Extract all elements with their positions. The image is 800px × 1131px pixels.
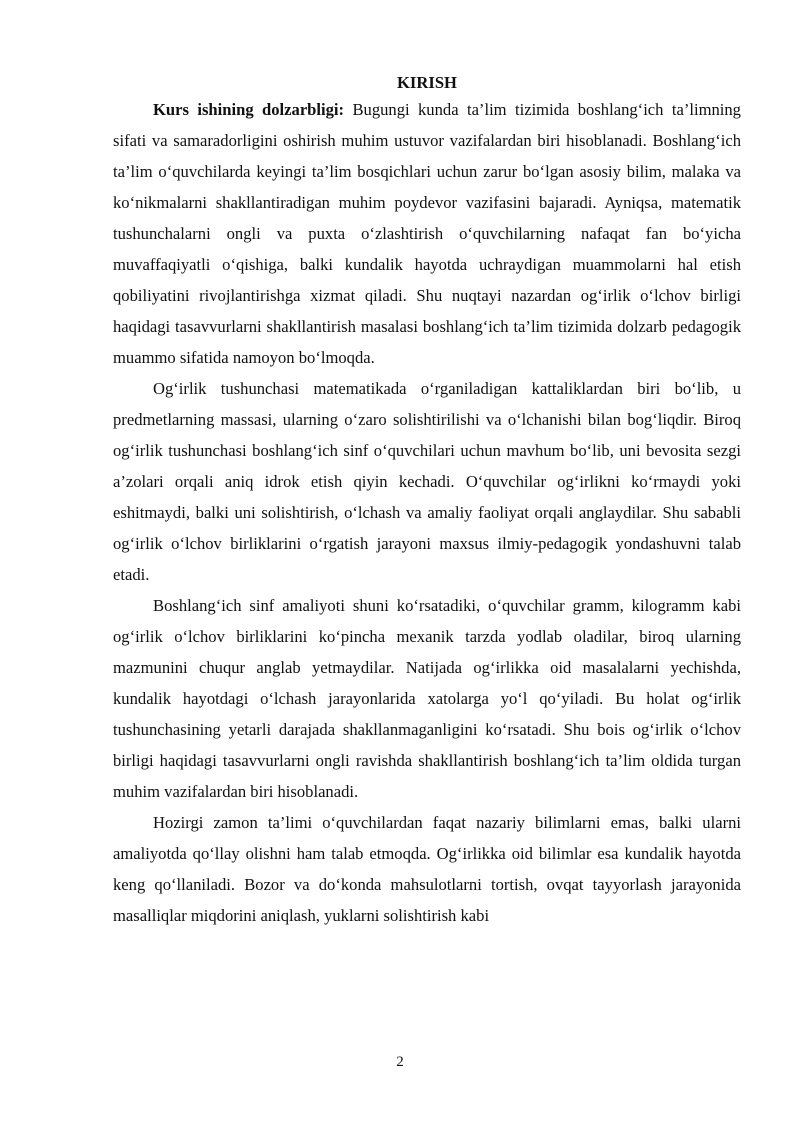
page-number: 2 <box>396 1054 404 1070</box>
lead-label: Kurs ishining dolzarbligi: <box>153 100 345 119</box>
paragraph-text: Bugungi kunda ta’lim tizimida boshlang‘ich ta’limning sifati va samaradorligini oshirish muhim ustuvor vazifalardan biri hisoblanadi. Boshlang‘ich ta’lim o‘quvchilarda keyingi ta’lim bosqichlari uchun zarur bo‘lgan asosiy bilim, malaka va ko‘nikmalarni shakllantiradigan muhim poydevor vazifasini bajaradi. Ayniqsa, matematik tushunchalarni ongli va puxta o‘zlashtirish o‘quvchilarning nafaqat fan bo‘yicha muvaffaqiyatli o‘qishiga, balki kundalik hayotda uchraydigan muammolarni hal etish qobiliyatini rivojlantirishga xizmat qiladi. Shu nuqtayi nazardan og‘irlik o‘lchov birligi haqidagi tasavvurlarni shakllantirish masalasi boshlang‘ich ta’lim tizimida dolzarb pedagogik muammo sifatida namoyon bo‘lmoqda. <box>113 100 741 367</box>
document-page <box>113 72 741 931</box>
paragraph-relevance <box>113 94 741 373</box>
paragraph-weight-concept: Og‘irlik tushunchasi matematikada o‘rganiladigan kattaliklardan biri bo‘lib, u predmetlarning massasi, ularning o‘zaro solishtirilishi va o‘lchanishi bilan bog‘liqdir. Biroq og‘irlik tushunchasi boshlang‘ich sinf o‘quvchilari uchun mavhum bo‘lib, uni bevosita sezgi a’zolari orqali aniq idrok etish qiyin kechadi. O‘quvchilar og‘irlikni ko‘rmaydi yoki eshitmaydi, balki uni solishtirish, o‘lchash va amaliy faoliyat orqali anglaydilar. Shu sababli og‘irlik o‘lchov birliklarini o‘rgatish jarayoni maxsus ilmiy-pedagogik yondashuvni talab etadi. <box>113 379 741 584</box>
section-title: KIRISH <box>397 73 457 92</box>
paragraph-practice: Boshlang‘ich sinf amaliyoti shuni ko‘rsatadiki, o‘quvchilar gramm, kilogramm kabi og‘irlik o‘lchov birliklarini ko‘pincha mexanik tarzda yodlab oladilar, biroq ularning mazmunini chuqur anglab yetmaydilar. Natijada og‘irlikka oid masalalarni yechishda, kundalik hayotdagi o‘lchash jarayonlarida xatolarga yo‘l qo‘yiladi. Bu holat og‘irlik tushunchasining yetarli darajada shakllanmaganligini ko‘rsatadi. Shu bois og‘irlik o‘lchov birligi haqidagi tasavvurlarni ongli ravishda shakllantirish boshlang‘ich ta’lim oldida turgan muhim vazifalardan biri hisoblanadi. <box>113 596 741 801</box>
paragraph-modern-education: Hozirgi zamon ta’limi o‘quvchilardan faqat nazariy bilimlarni emas, balki ularni amaliyotda qo‘llay olishni ham talab etmoqda. Og‘irlikka oid bilimlar esa kundalik hayotda keng qo‘llaniladi. Bozor va do‘konda mahsulotlarni tortish, ovqat tayyorlash jarayonida masalliqlar miqdorini aniqlash, yuklarni solishtirish kabi <box>113 813 741 925</box>
